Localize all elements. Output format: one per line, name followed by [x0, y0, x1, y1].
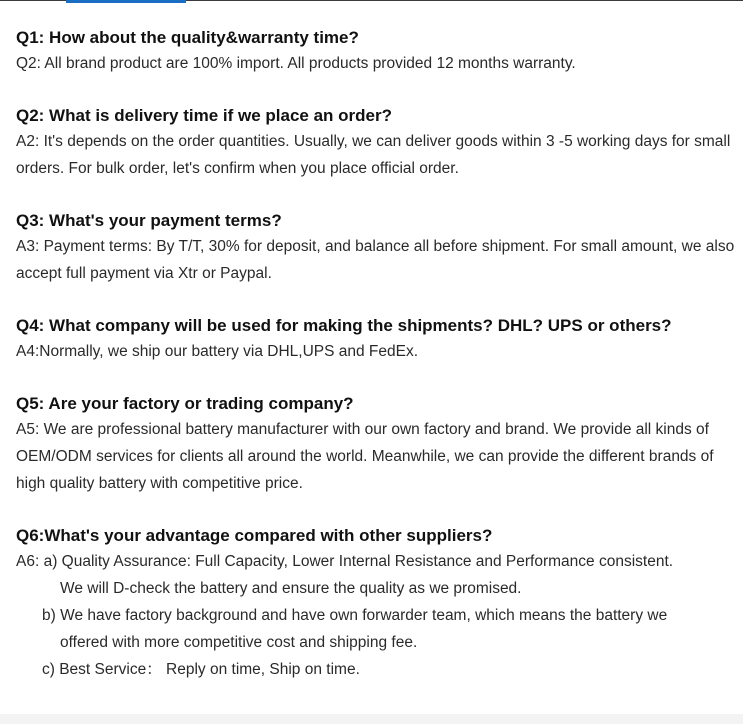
faq-item-q1 — [16, 26, 738, 77]
faq-question: Q2: What is delivery time if we place an order? — [16, 106, 393, 125]
faq-item-q5 — [16, 392, 738, 497]
faq-answer-line-b-cont: offered with more competitive cost and shipping fee. — [60, 634, 418, 651]
top-accent-bar — [66, 0, 186, 3]
faq-question: Q6:What's your advantage compared with other suppliers? — [16, 526, 493, 545]
faq-answer: A5: We are professional battery manufacturer with our own factory and brand. We provide all kinds of OEM/ODM services for clients all around the world. Meanwhile, we can provide the different brands of high quality battery with competitive price. — [16, 421, 714, 492]
faq-question: Q1: How about the quality&warranty time? — [16, 28, 359, 47]
faq-list — [16, 26, 738, 710]
faq-answer-line-b: b) We have factory background and have own forwarder team, which means the battery we — [42, 607, 668, 624]
faq-answer: A3: Payment terms: By T/T, 30% for deposit, and balance all before shipment. For small amount, we also accept full payment via Xtr or Paypal. — [16, 238, 735, 282]
faq-question: Q4: What company will be used for making the shipments? DHL? UPS or others? — [16, 316, 672, 335]
faq-answer: Q2: All brand product are 100% import. All products provided 12 months warranty. — [16, 55, 576, 72]
faq-answer-line-a-cont: We will D-check the battery and ensure the quality as we promised. — [60, 580, 522, 597]
faq-item-q2 — [16, 104, 738, 182]
faq-question: Q3: What's your payment terms? — [16, 211, 282, 230]
faq-question: Q5: Are your factory or trading company? — [16, 394, 354, 413]
faq-answer-line-a: A6: a) Quality Assurance: Full Capacity, Lower Internal Resistance and Performance consistent. — [16, 553, 674, 570]
faq-answer: A2: It's depends on the order quantities. Usually, we can deliver goods within 3 -5 working days for small orders. For bulk order, let's confirm when you place official order. — [16, 133, 731, 177]
faq-item-q6 — [16, 524, 738, 683]
faq-item-q3 — [16, 209, 738, 287]
faq-item-q4 — [16, 314, 738, 365]
faq-answer-line-c: c) Best Service： Reply on time, Ship on time. — [42, 661, 360, 678]
bottom-band — [0, 714, 743, 724]
faq-answer: A4:Normally, we ship our battery via DHL,UPS and FedEx. — [16, 343, 419, 360]
